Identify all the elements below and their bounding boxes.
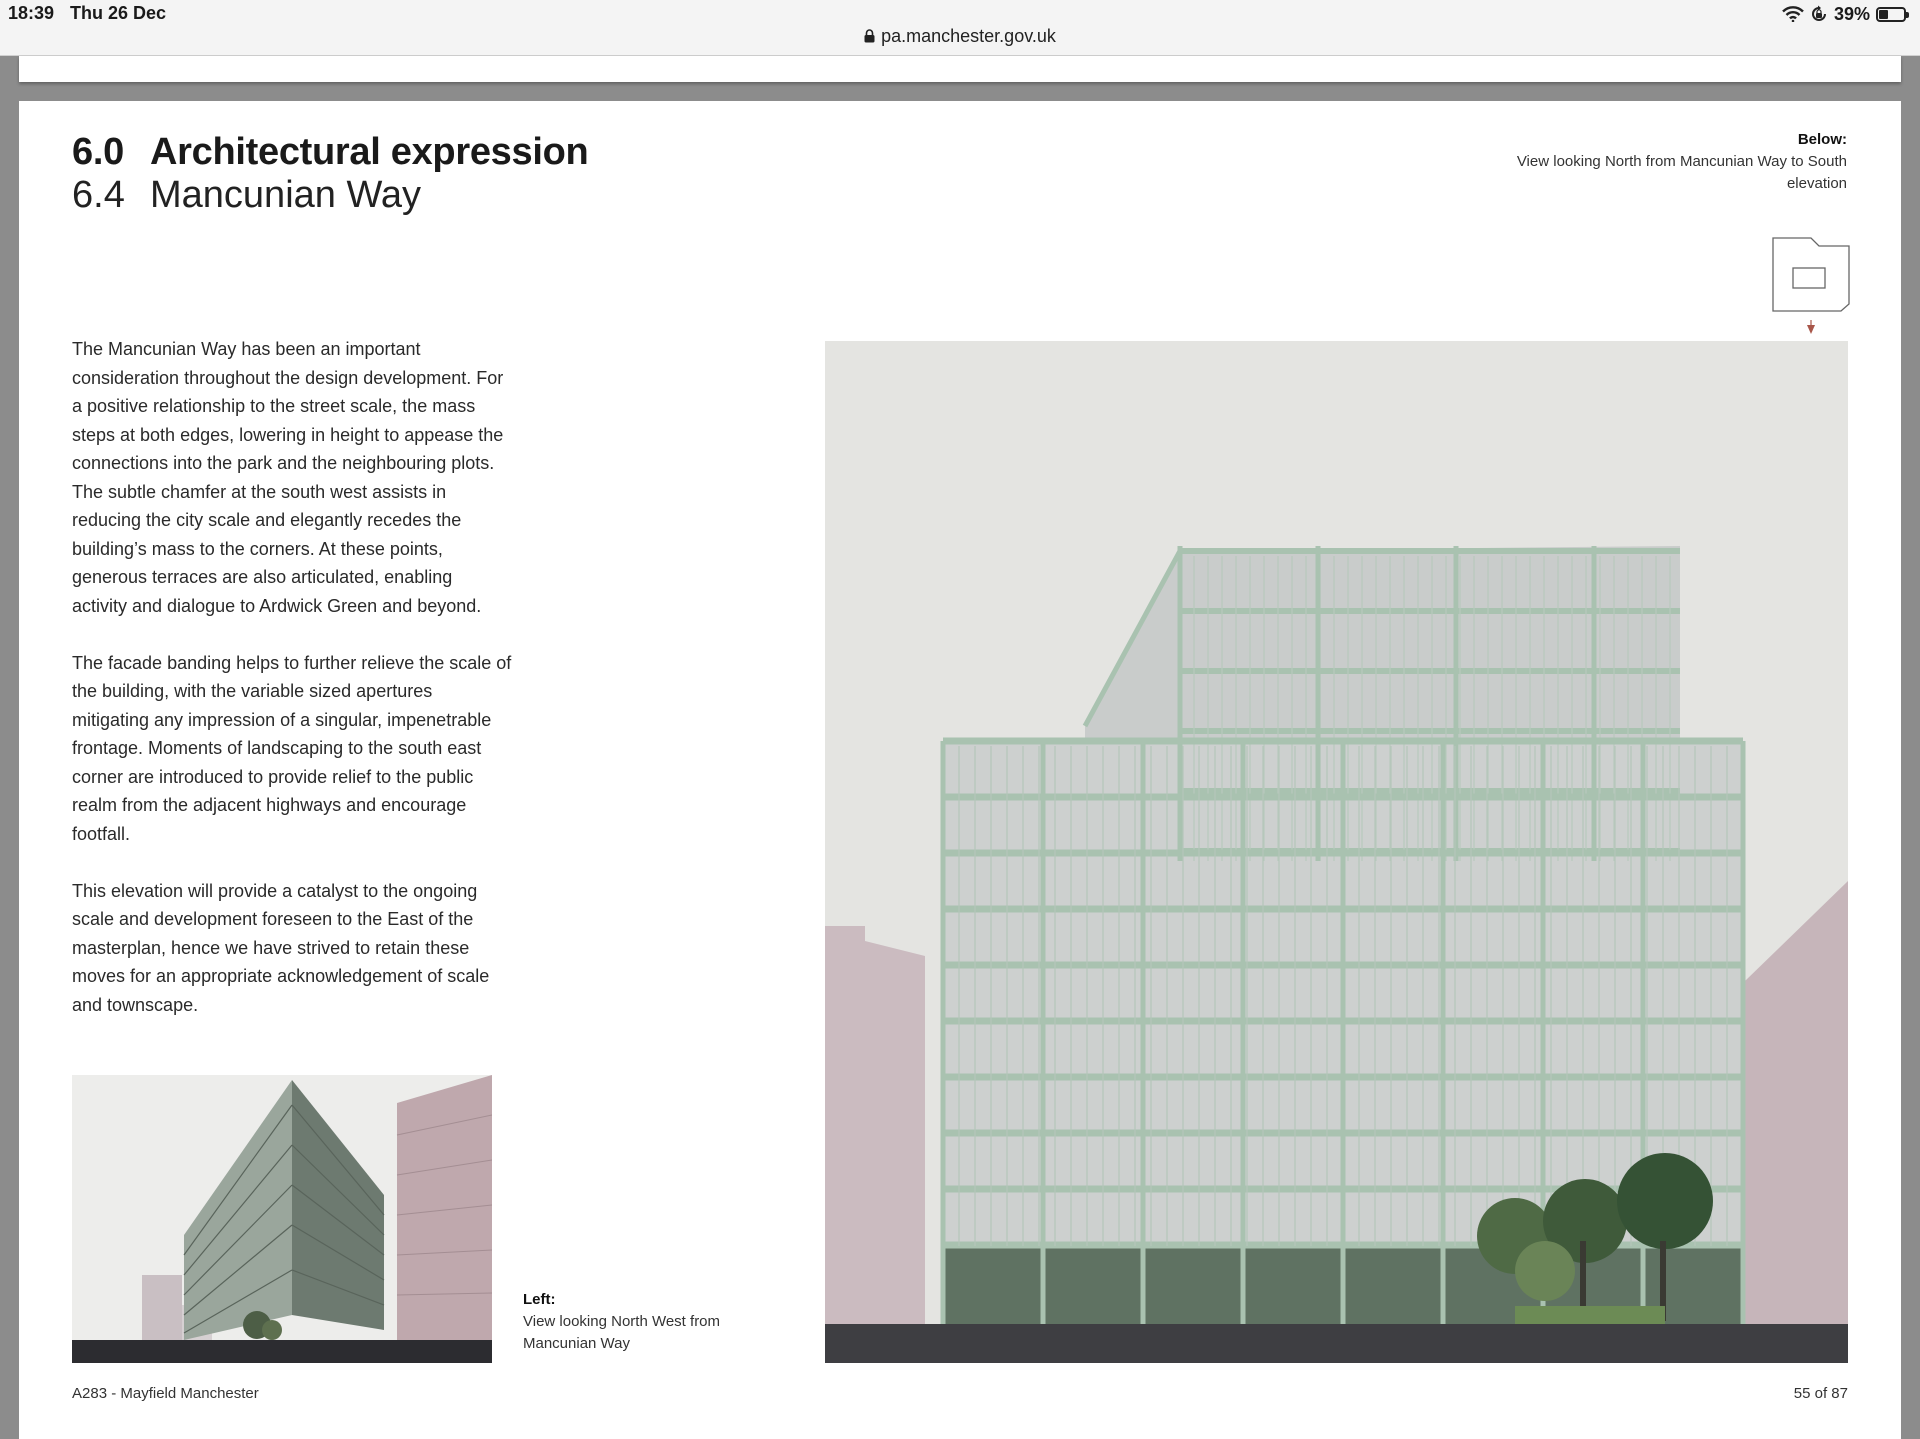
subsection-title: Mancunian Way — [150, 174, 422, 216]
battery-percent: 39% — [1833, 3, 1870, 24]
status-time: 18:39 — [8, 3, 55, 23]
url-text: pa.manchester.gov.uk — [881, 26, 1056, 46]
battery-fill — [1879, 10, 1888, 19]
status-date: Thu 26 Dec — [70, 3, 167, 23]
subsection-number: 6.4 — [72, 174, 125, 216]
subsection-heading — [72, 175, 588, 215]
previous-page-edge — [19, 56, 1901, 82]
body-text — [72, 335, 512, 1048]
south-elevation-image — [825, 341, 1848, 1363]
section-number: 6.0 — [72, 131, 124, 173]
caption-left-text: View looking North West from Mancunian Way — [523, 1313, 721, 1352]
paragraph-1: The Mancunian Way has been an important consideration throughout the design development. For a positive relationship to the street scale, the mass steps at both edges, lowering in height to appease the connections into the park and the neighbouring plots. The subtle chamfer at the south west assists in reducing the city scale and elegantly recedes the building’s mass to the corners. At these points, generous terraces are also articulated, enabling activity and dialogue to Ardwick Green and beyond. — [72, 339, 504, 616]
north-west-view-image — [72, 1075, 492, 1363]
status-right — [1782, 2, 1906, 26]
paragraph-3: This elevation will provide a catalyst to the ongoing scale and development foreseen to the East of the masterplan, hence we have strived to retain these moves for an appropriate acknowledgement of scale and townscape. — [72, 880, 490, 1015]
caption-below-title: Below: — [1797, 131, 1847, 148]
page-heading — [72, 129, 588, 215]
page-number: 55 of 87 — [1793, 1385, 1848, 1402]
status-bar — [0, 0, 1920, 56]
wifi-icon — [1782, 6, 1804, 22]
section-title: Architectural expression — [150, 131, 589, 173]
key-plan-diagram — [1771, 236, 1851, 336]
south-elevation-render — [825, 341, 1848, 1363]
north-west-view-render — [72, 1075, 492, 1363]
paragraph-2: The facade banding helps to further relieve the scale of the building, with the variable sized apertures mitigating any impression of a singular, impenetrable frontage. Moments of landscaping to the south east corner are introduced to provide relief to the public realm from the adjacent highways and encourage footfall. — [72, 652, 512, 844]
orientation-lock-icon — [1810, 5, 1828, 23]
lock-icon — [864, 29, 875, 43]
caption-below — [1507, 129, 1847, 195]
caption-below-text: View looking North from Mancunian Way to South elevation — [1516, 153, 1847, 192]
caption-left — [523, 1289, 743, 1355]
address-bar[interactable] — [0, 26, 1920, 47]
caption-left-title: Left: — [523, 1291, 556, 1308]
document-page — [19, 101, 1901, 1439]
battery-icon — [1876, 7, 1906, 22]
footer-project: A283 - Mayfield Manchester — [72, 1385, 259, 1402]
section-heading — [72, 129, 588, 175]
